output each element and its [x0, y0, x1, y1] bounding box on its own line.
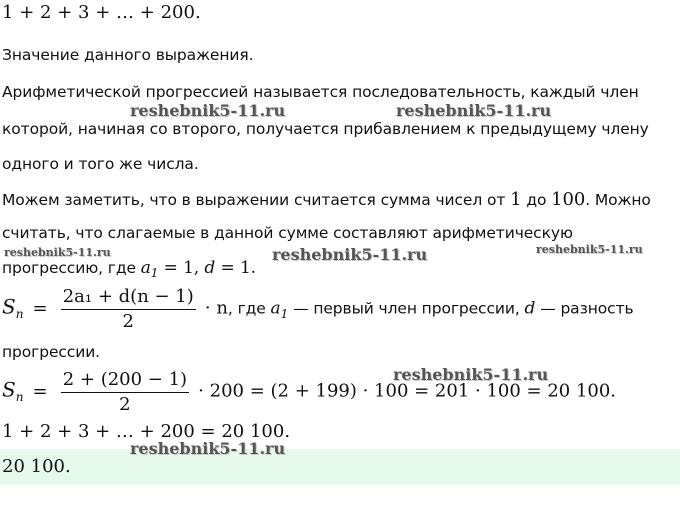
math-subscript: 1	[150, 266, 159, 280]
math-subscript: 1	[280, 306, 289, 321]
math-var: a	[270, 298, 281, 319]
text-run: , где	[227, 299, 271, 318]
paragraph-line: считать, что слагаемые в данной сумме составляют арифметическую	[2, 224, 573, 242]
text-run: до	[521, 191, 552, 209]
math-text: = 1,	[158, 258, 205, 278]
expression-line	[2, 2, 201, 23]
expr-term: +	[57, 2, 73, 23]
paragraph-line: Арифметической прогрессией называется последовательность, каждый член	[2, 83, 639, 101]
fraction-numerator: 2 + (200 − 1)	[61, 369, 189, 393]
math-var: S	[2, 377, 16, 402]
math-number: 1	[510, 189, 522, 210]
expr-term: +	[139, 2, 155, 23]
watermark: reshebnik5-11.ru	[130, 101, 286, 120]
math-var: d	[524, 298, 536, 319]
watermark: reshebnik5-11.ru	[396, 101, 552, 120]
expr-term: +	[19, 2, 35, 23]
paragraph-line: которой, начиная со второго, получается прибавлением к предыдущему члену	[2, 120, 649, 138]
expr-term: 3	[78, 2, 90, 23]
answer-highlight	[0, 449, 680, 485]
expr-term: 2	[40, 2, 52, 23]
paragraph-line: прогрессии.	[2, 343, 100, 361]
paragraph-line	[2, 258, 256, 278]
watermark: reshebnik5-11.ru	[536, 243, 643, 256]
math-text: · n	[204, 297, 228, 319]
text-run: — первый член прогрессии,	[288, 299, 525, 318]
math-operator: =	[32, 380, 48, 402]
math-number: 100	[551, 189, 586, 210]
fraction	[61, 286, 196, 332]
fraction	[61, 369, 189, 415]
text-run: Можем заметить, что в выражении считается сумма чисел от	[2, 191, 511, 209]
text-run: . Можно	[585, 191, 651, 209]
fraction-numerator: 2a₁ + d(n − 1)	[61, 286, 196, 310]
math-text: = 1.	[215, 258, 256, 278]
watermark: reshebnik5-11.ru	[272, 245, 428, 264]
expr-term: …	[116, 2, 135, 23]
paragraph-line: одного и того же числа.	[2, 155, 199, 173]
math-var: d	[204, 258, 216, 278]
math-var: S	[2, 294, 16, 319]
math-text: · 200 = (2 + 199) · 100 = 201 · 100 = 20 100.	[198, 380, 617, 402]
paragraph-line	[2, 189, 651, 210]
watermark: reshebnik5-11.ru	[393, 365, 549, 384]
math-operator: =	[32, 297, 48, 319]
formula-general	[2, 286, 634, 332]
result-line: 1 + 2 + 3 + … + 200 = 20 100.	[2, 421, 291, 442]
answer-text: 20 100.	[2, 456, 71, 477]
heading: Значение данного выражения.	[2, 46, 254, 64]
math-subscript: n	[15, 389, 24, 404]
math-var: a	[140, 258, 151, 278]
fraction-denominator: 2	[122, 311, 134, 332]
math-subscript: n	[15, 306, 24, 321]
text-run: прогрессию, где	[2, 259, 141, 277]
expr-term: 200.	[160, 2, 201, 23]
expr-term: 1	[2, 2, 14, 23]
fraction-denominator: 2	[119, 394, 131, 415]
text-run: — разность	[535, 299, 634, 318]
watermark: reshebnik5-11.ru	[4, 246, 111, 259]
watermark: reshebnik5-11.ru	[130, 439, 286, 458]
expr-term: +	[95, 2, 111, 23]
